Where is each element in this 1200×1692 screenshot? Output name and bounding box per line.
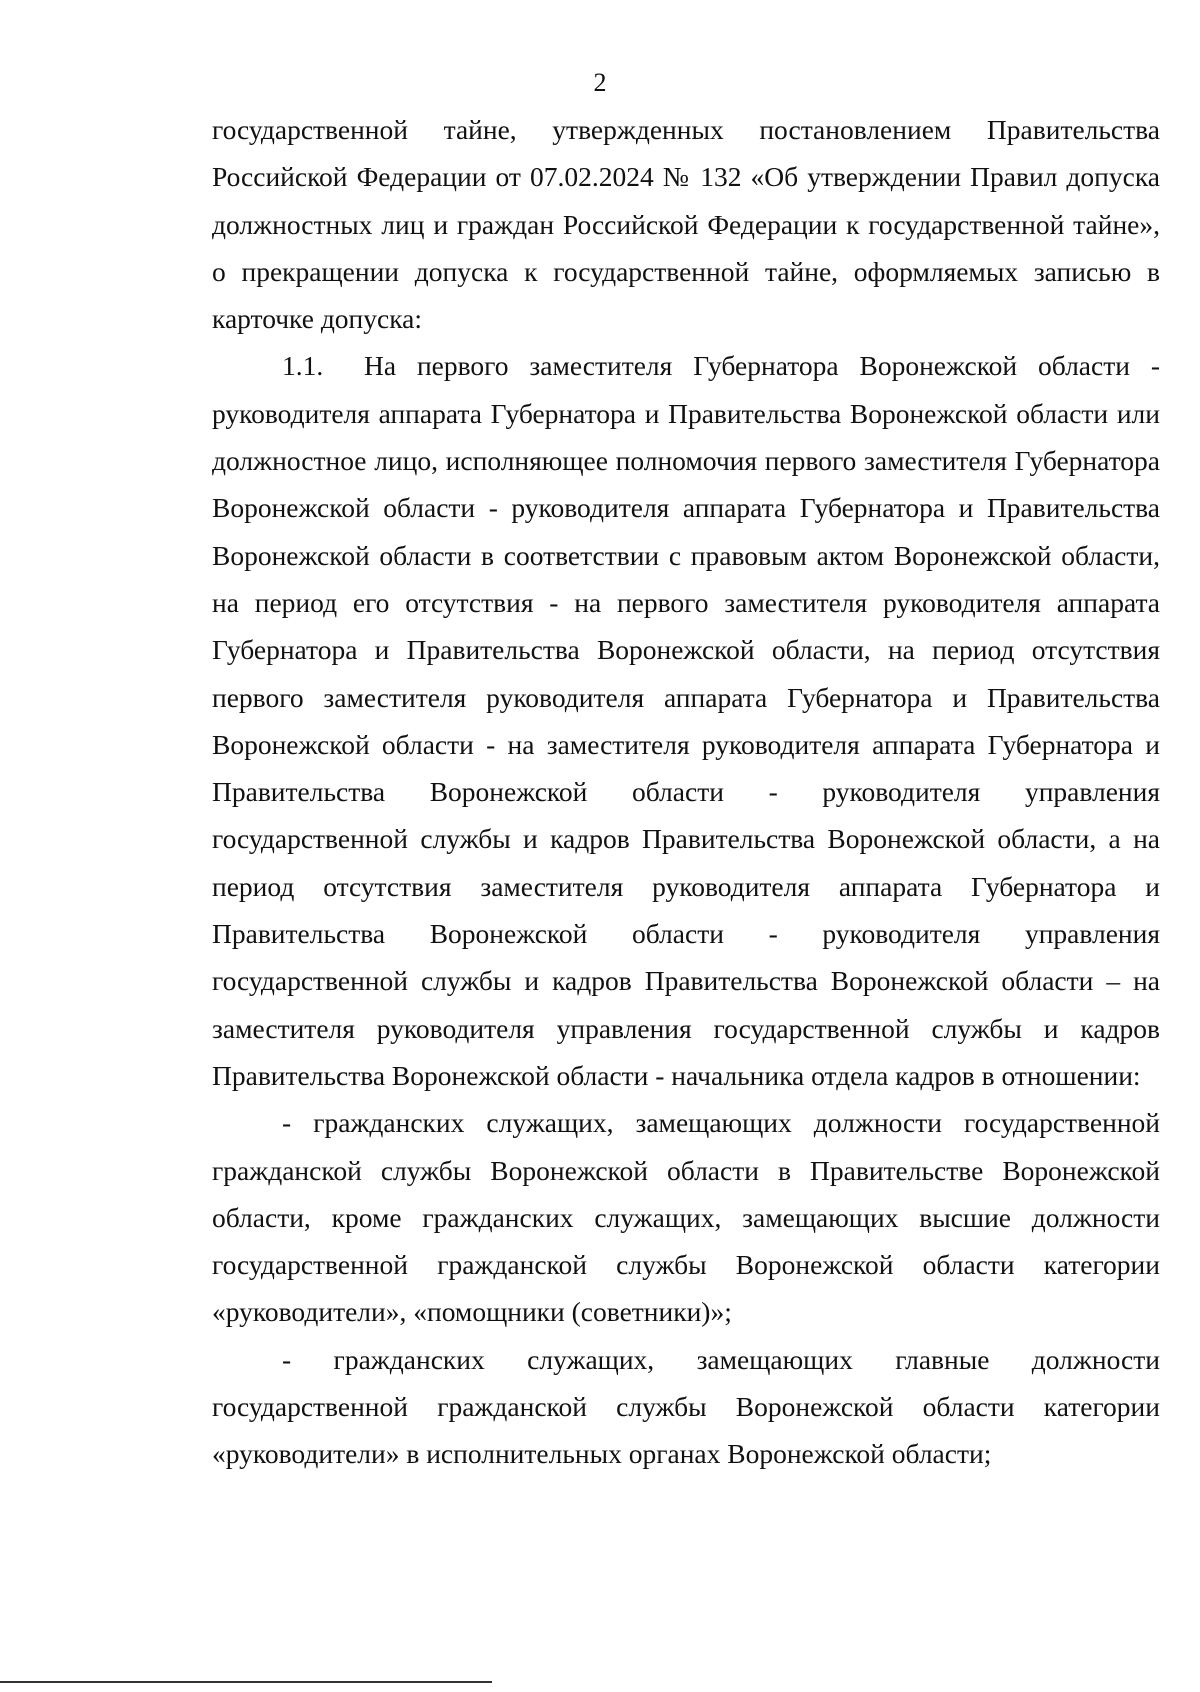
paragraph-bullet-1: - гражданских служащих, замещающих должности государственной гражданской службы Воронежской области в Правительстве Воронежской области, кроме гражданских служащих, замещающих высшие должности государственной гражданской службы Воронежской области категории «руководители», «помощники (советники)»; [212,1107,1160,1328]
paragraph-bullet-2: - гражданских служащих, замещающих главные должности государственной гражданской службы Воронежской области категории «руководители» в исполнительных органах Воронежской области; [212,1343,1160,1470]
item-text: На первого заместителя Губернатора Воронежской области - руководителя аппарата Губернатора и Правительства Воронежской области или должностное лицо, исполняющее полномочия первого заместителя Губернатора Воронежской области - руководителя аппарата Губернатора и Правительства Воронежской области в соответствии с правовым актом Воронежской области, на период его отсутствия - на первого заместителя руководителя аппарата Губернатора и Правительства Воронежской области, на период отсутствия первого заместителя руководителя аппарата Губернатора и Правительства Воронежской области - на заместителя руководителя аппарата Губернатора и Правительства Воронежской области - руководителя управления государственной службы и кадров Правительства Воронежской области, а на период отсутствия заместителя руководителя аппарата Губернатора и Правительства Воронежской области - руководителя управления государственной службы и кадров Правительства Воронежской области – на заместителя руководителя управления государственной службы и кадров Правительства Воронежской области - начальника отдела кадров в отношении: [212,350,1160,1091]
paragraph-continuation: государственной тайне, утвержденных постановлением Правительства Российской Федерации от 07.02.2024 № 132 «Об утверждении Правил допуска должностных лиц и граждан Российской Федерации к государственной тайне», о прекращении допуска к государственной тайне, оформляемых записью в карточке допуска: [212,114,1160,335]
footer-divider [0,1681,492,1683]
item-number: 1.1. [282,350,324,382]
document-body [212,106,1160,1478]
page-number: 2 [593,68,607,97]
paragraph-item-1-1 [212,342,1160,1099]
